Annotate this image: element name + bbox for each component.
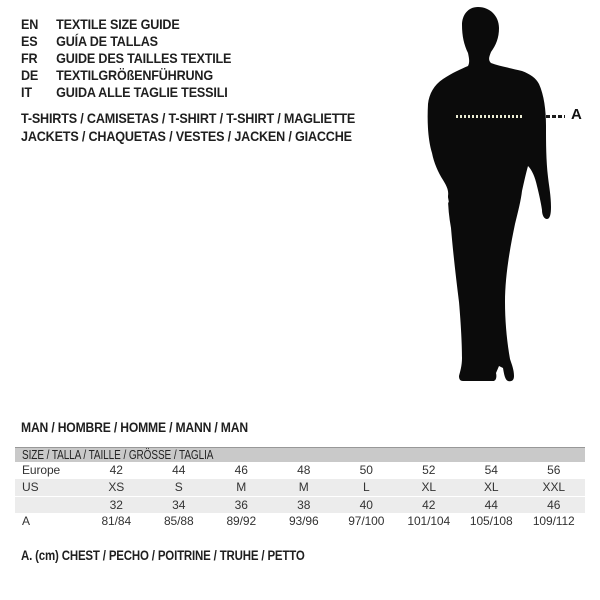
size-cell: M (298, 480, 309, 494)
size-cell: 32 (109, 498, 123, 512)
category-line-jackets: JACKETS / CHAQUETAS / VESTES / JACKEN / GIACCHE (21, 128, 352, 144)
size-cell: 34 (172, 498, 186, 512)
category-line-tshirts: T-SHIRTS / CAMISETAS / T-SHIRT / T-SHIRT / MAGLIETTE (21, 110, 356, 126)
measure-label-a: A (571, 106, 582, 123)
language-list (21, 16, 255, 101)
size-cell: 97/100 (348, 514, 385, 528)
size-cell: 89/92 (226, 514, 257, 528)
table-row (15, 479, 585, 496)
footnote-chest: A. (cm) CHEST / PECHO / POITRINE / TRUHE / PETTO (21, 548, 305, 563)
language-label: GUIDE DES TAILLES TEXTILE (56, 50, 232, 66)
size-cell: 56 (547, 463, 561, 477)
size-cell: 101/104 (407, 514, 451, 528)
size-cell: S (174, 480, 183, 494)
size-cell: 46 (547, 498, 561, 512)
size-cell: 40 (359, 498, 373, 512)
size-cell: XS (108, 480, 125, 494)
size-cell: M (236, 480, 247, 494)
size-cell: 48 (297, 463, 311, 477)
language-row (21, 84, 231, 101)
size-cell: 42 (422, 498, 436, 512)
row-label: US (22, 480, 39, 494)
language-code: IT (21, 84, 32, 100)
size-cell: 38 (297, 498, 311, 512)
size-cell: 54 (484, 463, 498, 477)
language-label: GUÍA DE TALLAS (56, 33, 158, 49)
table-row (15, 496, 585, 513)
size-table-body (15, 462, 585, 530)
size-cell: 42 (109, 463, 123, 477)
size-cell: 81/84 (101, 514, 132, 528)
row-label (15, 497, 85, 513)
language-code: DE (21, 67, 39, 83)
size-cell: 93/96 (288, 514, 319, 528)
category-lines (21, 109, 392, 145)
size-cell: 44 (172, 463, 186, 477)
table-row (15, 513, 585, 530)
size-table (15, 447, 585, 530)
language-row (21, 67, 231, 84)
chest-measure-dashes (546, 115, 565, 118)
size-cell: 46 (234, 463, 248, 477)
size-cell: XL (484, 480, 499, 494)
size-cell: 105/108 (469, 514, 513, 528)
size-cell: 36 (234, 498, 248, 512)
table-row (15, 462, 585, 479)
row-label: A (22, 514, 30, 528)
language-code: ES (21, 33, 38, 49)
language-row (21, 33, 231, 50)
size-cell: 52 (422, 463, 436, 477)
size-cell: XL (421, 480, 436, 494)
size-cell: 109/112 (532, 514, 575, 528)
size-cell: 44 (484, 498, 498, 512)
language-label: TEXTILGRÖßENFÜHRUNG (56, 67, 213, 83)
size-table-header: SIZE / TALLA / TAILLE / GRÖSSE / TAGLIA (15, 447, 585, 462)
language-row (21, 16, 231, 33)
size-cell: 85/88 (163, 514, 194, 528)
language-code: EN (21, 16, 39, 32)
language-code: FR (21, 50, 38, 66)
size-cell: L (362, 480, 370, 494)
language-row (21, 50, 231, 67)
man-silhouette (415, 0, 600, 385)
row-label: Europe (22, 463, 61, 477)
language-label: GUIDA ALLE TAGLIE TESSILI (56, 84, 228, 100)
language-label: TEXTILE SIZE GUIDE (56, 16, 180, 32)
section-title-man: MAN / HOMBRE / HOMME / MANN / MAN (21, 420, 248, 435)
chest-measure-dotted-line (456, 115, 524, 118)
size-cell: XXL (542, 480, 565, 494)
size-cell: 50 (359, 463, 373, 477)
